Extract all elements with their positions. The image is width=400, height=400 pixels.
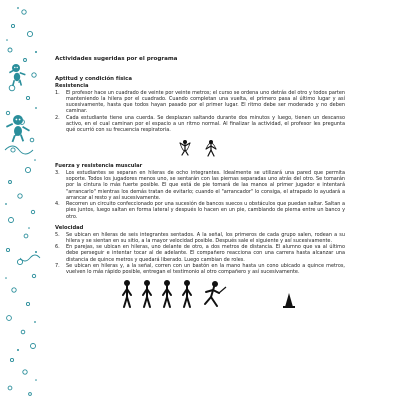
item-number: 2. (55, 114, 60, 121)
item-number: 1. (55, 90, 60, 96)
list-item (55, 232, 345, 244)
subheading-fuerza: Fuerza y resistencia muscular (55, 163, 143, 170)
subheading-velocidad: Velocidad (55, 224, 84, 231)
item-text: En parejas, se ubican en hileras, uno delante de otro, a dos metros de distancia. El alumno que va al último debe perseguir e intentar tocar al de adelante. El compañero reacciona con una carrera hasta alcanzar una distancia de quince metros y quedará liberado. Luego cambian de roles. (66, 244, 345, 263)
item-number: 5. (55, 231, 60, 238)
subheading-resistencia: Resistencia (55, 83, 89, 89)
list-item (55, 201, 345, 219)
item-number: 3. (55, 170, 60, 177)
item-number: 7. (55, 263, 60, 270)
document-page (55, 56, 345, 309)
cone-icon (283, 293, 295, 308)
item-number: 4. (55, 201, 60, 208)
margin-swirl-decoration (0, 0, 42, 400)
monkey-figure-top (9, 64, 26, 86)
list-item (55, 115, 345, 133)
item-number: 6. (55, 244, 60, 251)
item-text: Los estudiantes se separan en hileras de ocho integrantes. Idealmente se utilizará una pared que permita soporte. Todos los jugadores menos uno, se sentarán con las piernas separadas uno atrás del otro. Se tomarán por la cintura lo más fuerte posible. El que está de pie tomará de las manos al primer jugador e intentará "arrancarlo" mientras los demás tratan de evitarlo; cuando el "arrancador" lo consiga, el atrapado lo ayudará a arrancar al resto y así sucesivamente. (66, 170, 345, 201)
relay-line-figures-icon (117, 279, 297, 309)
item-text: El profesor hace un cuadrado de veinte por veinte metros; el curso se ordena uno detrás del otro y todos parten manteniendo la hilera por el cuadrado. Cuando completan una vuelta, el primero pasa al último lugar y así sucesivamente, hasta que todos hayan pasado por el primer lugar. El ritmo debe ser moderado y no deben caminar. (66, 90, 345, 115)
list-item (55, 90, 345, 114)
item-text: Cada estudiante tiene una cuerda. Se desplazan saltando durante dos minutos y luego, tienen un descanso activo, en el cual caminan por el espacio a un ritmo normal. Al finalizar la actividad, el profesor les pregunta qué ocurrió con su frecuencia respiratoria. (66, 114, 345, 134)
page-title: Actividades sugeridas por el programa (55, 56, 178, 62)
section-heading-aptitud: Aptitud y condición física (55, 76, 132, 82)
monkey-figure-bottom (6, 115, 30, 142)
item-text: Se ubican en hileras de seis integrantes sentados. A la señal, los primeros de cada grupo salen, rodean a su hilera y se sientan en su sitio, a la mayor velocidad posible. Después sale el siguiente y así sucesivamente. (66, 231, 345, 244)
jump-rope-figures-icon (177, 139, 221, 159)
item-text: Se ubican en hileras y, a la señal, corren con un bastón en la mano hasta un cono ubicado a quince metros, vuelven lo más rápido posible, entregan el testimonio al otro compañero y así sucesivamente. (66, 263, 345, 276)
list-item (55, 244, 345, 262)
list-item (55, 263, 345, 275)
item-text: Recorren un circuito confeccionado por una sucesión de bancos suecos u obstáculos que puedan saltar. Saltan a pies juntos, luego saltan en forma lateral y después lo hacen en un pie, cambiando de pierna entre un banco y otro. (66, 201, 345, 220)
list-item (55, 170, 345, 200)
